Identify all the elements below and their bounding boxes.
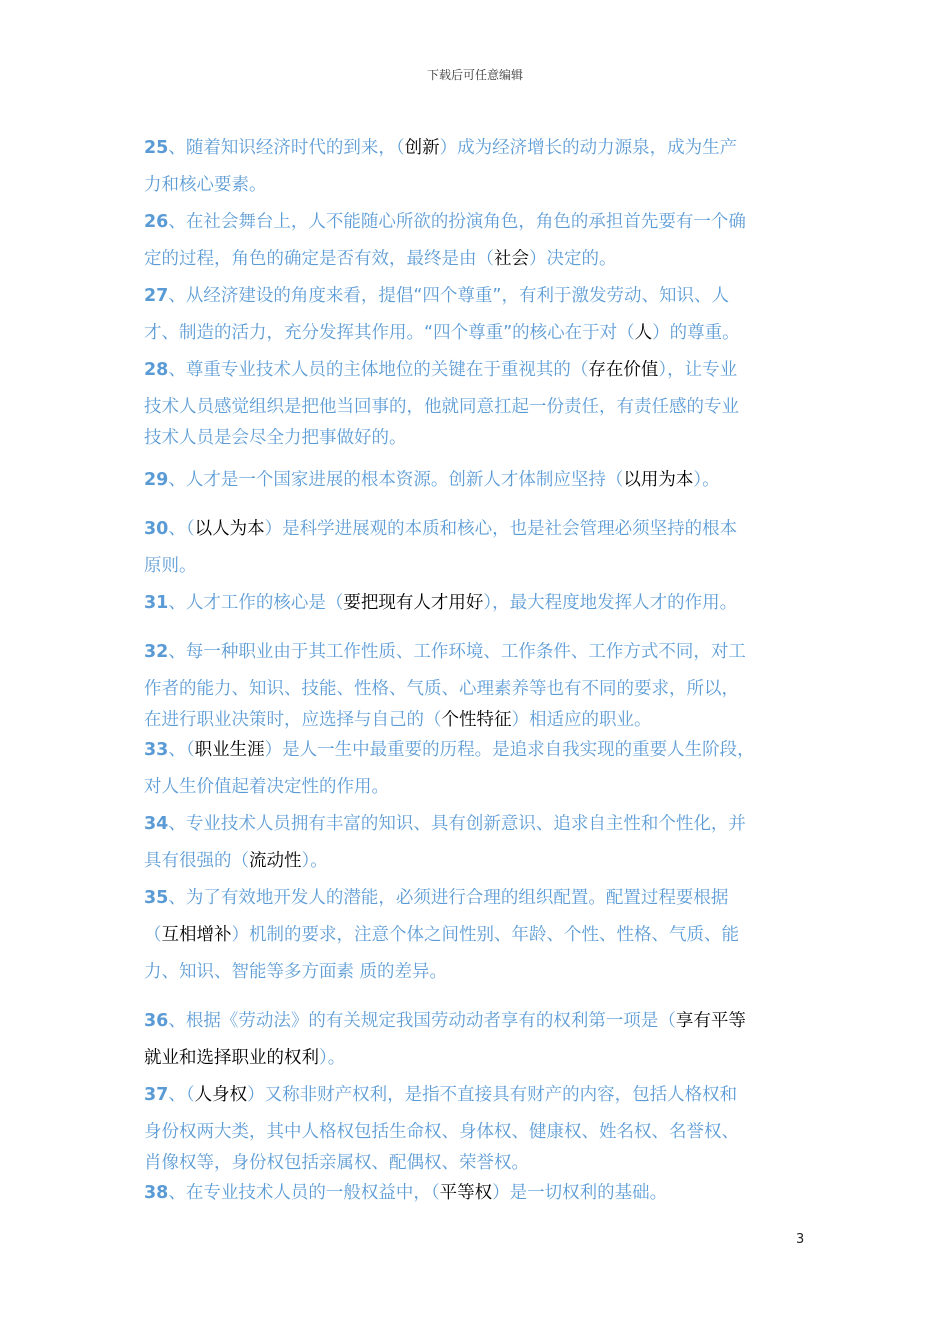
question-text: ）是科学进展观的本质和核心，也是社会管理必须坚持的根本 bbox=[264, 519, 738, 539]
question-number: 26 bbox=[144, 212, 169, 232]
question-text: 、人才工作的核心是（ bbox=[168, 593, 344, 613]
question-text: 才、制造的活力，充分发挥其作用。“四个尊重”的核心在于对（ bbox=[144, 323, 635, 343]
question-line bbox=[144, 1077, 824, 1114]
question-line bbox=[144, 732, 824, 769]
question-number: 28 bbox=[144, 360, 169, 380]
answer-text: 流动性 bbox=[249, 851, 302, 871]
question-text: 、随着知识经济时代的到来，（ bbox=[168, 138, 405, 158]
question-36 bbox=[144, 1003, 824, 1077]
question-text: 、根据《劳动法》的有关规定我国劳动动者享有的权利第一项是（ bbox=[168, 1011, 676, 1031]
answer-text: 平等权 bbox=[439, 1183, 493, 1203]
question-text: 、每一种职业由于其工作性质、工作环境、工作条件、工作方式不同，对工 bbox=[168, 642, 746, 662]
question-32 bbox=[144, 634, 824, 732]
question-text: 在进行职业决策时，应选择与自己的（ bbox=[144, 710, 442, 730]
question-text: 、（ bbox=[168, 1085, 195, 1105]
question-text: 、专业技术人员拥有丰富的知识、具有创新意识、追求自主性和个性化，并 bbox=[168, 814, 746, 834]
question-line bbox=[144, 315, 824, 352]
question-line bbox=[144, 634, 824, 671]
question-text: （ bbox=[144, 925, 162, 945]
question-line bbox=[144, 843, 824, 880]
question-number: 33 bbox=[144, 740, 169, 760]
answer-text: 互相增补 bbox=[161, 925, 232, 945]
paragraph-gap bbox=[144, 991, 824, 1003]
question-35 bbox=[144, 880, 824, 991]
answer-text: 以人为本 bbox=[194, 519, 265, 539]
question-text: ），最大程度地发挥人才的作用。 bbox=[483, 593, 738, 613]
question-25 bbox=[144, 130, 824, 204]
answer-text: 人 bbox=[634, 323, 653, 343]
question-text: 对人生价值起着决定性的作用。 bbox=[144, 777, 389, 797]
question-text: ）相适应的职业。 bbox=[511, 710, 652, 730]
answer-text: 社会 bbox=[494, 249, 529, 269]
question-line bbox=[144, 769, 824, 806]
question-31 bbox=[144, 585, 824, 622]
question-28 bbox=[144, 352, 824, 450]
question-line bbox=[144, 806, 824, 843]
question-number: 31 bbox=[144, 593, 169, 613]
question-26 bbox=[144, 204, 824, 278]
question-27 bbox=[144, 278, 824, 352]
question-29 bbox=[144, 462, 824, 499]
question-line bbox=[144, 167, 824, 204]
question-line bbox=[144, 426, 824, 450]
question-text: 、从经济建设的角度来看，提倡“四个尊重”，有利于激发劳动、知识、人 bbox=[168, 286, 729, 306]
page-number: 3 bbox=[796, 1232, 805, 1247]
question-number: 38 bbox=[144, 1183, 169, 1203]
question-number: 36 bbox=[144, 1011, 169, 1031]
question-text: 力、知识、智能等多方面素 质的差异。 bbox=[144, 962, 448, 982]
question-text: 身份权两大类，其中人格权包括生命权、身体权、健康权、姓名权、名誉权、 bbox=[144, 1122, 739, 1142]
question-number: 27 bbox=[144, 286, 169, 306]
question-line bbox=[144, 954, 824, 991]
question-number: 35 bbox=[144, 888, 169, 908]
question-text: 、人才是一个国家进展的根本资源。创新人才体制应坚持（ bbox=[168, 470, 624, 490]
question-text: 技术人员感觉组织是把他当回事的，他就同意扛起一份责任，有责任感的专业 bbox=[144, 397, 739, 417]
paragraph-gap bbox=[144, 622, 824, 634]
question-number: 37 bbox=[144, 1085, 169, 1105]
question-text: 肖像权等，身份权包括亲属权、配偶权、荣誉权。 bbox=[144, 1153, 529, 1173]
question-text: ）。 bbox=[693, 470, 720, 490]
answer-text: 创新 bbox=[404, 138, 440, 158]
question-line bbox=[144, 241, 824, 278]
question-text: ）又称非财产权利，是指不直接具有财产的内容，包括人格权和 bbox=[247, 1085, 738, 1105]
question-line bbox=[144, 548, 824, 585]
question-text: 、尊重专业技术人员的主体地位的关键在于重视其的（ bbox=[168, 360, 589, 380]
answer-text: 存在价值 bbox=[588, 360, 659, 380]
question-text: ）是人一生中最重要的历程。是追求自我实现的重要人生阶段， bbox=[264, 740, 755, 760]
question-text: 、（ bbox=[168, 740, 195, 760]
question-text: 原则。 bbox=[144, 556, 197, 576]
question-text: ）机制的要求，注意个体之间性别、年龄、个性、性格、气质、能 bbox=[231, 925, 739, 945]
answer-text: 个性特征 bbox=[441, 710, 512, 730]
answer-text: 以用为本 bbox=[623, 470, 694, 490]
answer-text: 职业生涯 bbox=[194, 740, 265, 760]
paragraph-gap bbox=[144, 499, 824, 511]
question-line bbox=[144, 462, 824, 499]
question-34 bbox=[144, 806, 824, 880]
answer-text: 要把现有人才用好 bbox=[343, 593, 484, 613]
question-text: 定的过程，角色的确定是否有效，最终是由（ bbox=[144, 249, 494, 269]
question-line bbox=[144, 1003, 824, 1040]
question-line bbox=[144, 1151, 824, 1175]
page-header: 下载后可任意编辑 bbox=[426, 68, 523, 82]
question-text: 、在社会舞台上，人不能随心所欲的扮演角色，角色的承担首先要有一个确 bbox=[168, 212, 746, 232]
question-text: 技术人员是会尽全力把事做好的。 bbox=[144, 428, 407, 448]
question-number: 30 bbox=[144, 519, 169, 539]
question-line bbox=[144, 511, 824, 548]
question-text: ），让专业 bbox=[658, 360, 738, 380]
paragraph-gap bbox=[144, 450, 824, 462]
question-line bbox=[144, 585, 824, 622]
question-line bbox=[144, 1040, 824, 1077]
question-38 bbox=[144, 1175, 824, 1212]
question-line bbox=[144, 1175, 824, 1212]
question-text: ）决定的。 bbox=[529, 249, 617, 269]
question-text: 力和核心要素。 bbox=[144, 175, 267, 195]
question-number: 32 bbox=[144, 642, 169, 662]
question-text: ）。 bbox=[319, 1048, 346, 1068]
question-37 bbox=[144, 1077, 824, 1175]
question-text: 、为了有效地开发人的潜能，必须进行合理的组织配置。配置过程要根据 bbox=[168, 888, 729, 908]
question-list bbox=[144, 130, 824, 1212]
question-line bbox=[144, 880, 824, 917]
question-30 bbox=[144, 511, 824, 585]
question-text: 、在专业技术人员的一般权益中，（ bbox=[168, 1183, 440, 1203]
question-text: ）是一切权利的基础。 bbox=[492, 1183, 668, 1203]
question-line bbox=[144, 1114, 824, 1151]
question-text: ）。 bbox=[301, 851, 328, 871]
question-number: 25 bbox=[144, 138, 169, 158]
answer-text: 就业和选择职业的权利 bbox=[144, 1048, 319, 1068]
question-line bbox=[144, 130, 824, 167]
answer-text: 享有平等 bbox=[675, 1011, 746, 1031]
question-text: 作者的能力、知识、技能、性格、气质、心理素养等也有不同的要求，所以， bbox=[144, 679, 739, 699]
question-text: ）的尊重。 bbox=[652, 323, 740, 343]
question-line bbox=[144, 204, 824, 241]
question-line bbox=[144, 917, 824, 954]
question-line bbox=[144, 278, 824, 315]
question-line bbox=[144, 671, 824, 708]
answer-text: 人身权 bbox=[194, 1085, 248, 1105]
question-line bbox=[144, 708, 824, 732]
question-line bbox=[144, 389, 824, 426]
question-33 bbox=[144, 732, 824, 806]
question-text: 具有很强的（ bbox=[144, 851, 249, 871]
question-text: 、（ bbox=[168, 519, 195, 539]
question-text: ）成为经济增长的动力源泉，成为生产 bbox=[439, 138, 738, 158]
question-number: 34 bbox=[144, 814, 169, 834]
question-line bbox=[144, 352, 824, 389]
question-number: 29 bbox=[144, 470, 169, 490]
